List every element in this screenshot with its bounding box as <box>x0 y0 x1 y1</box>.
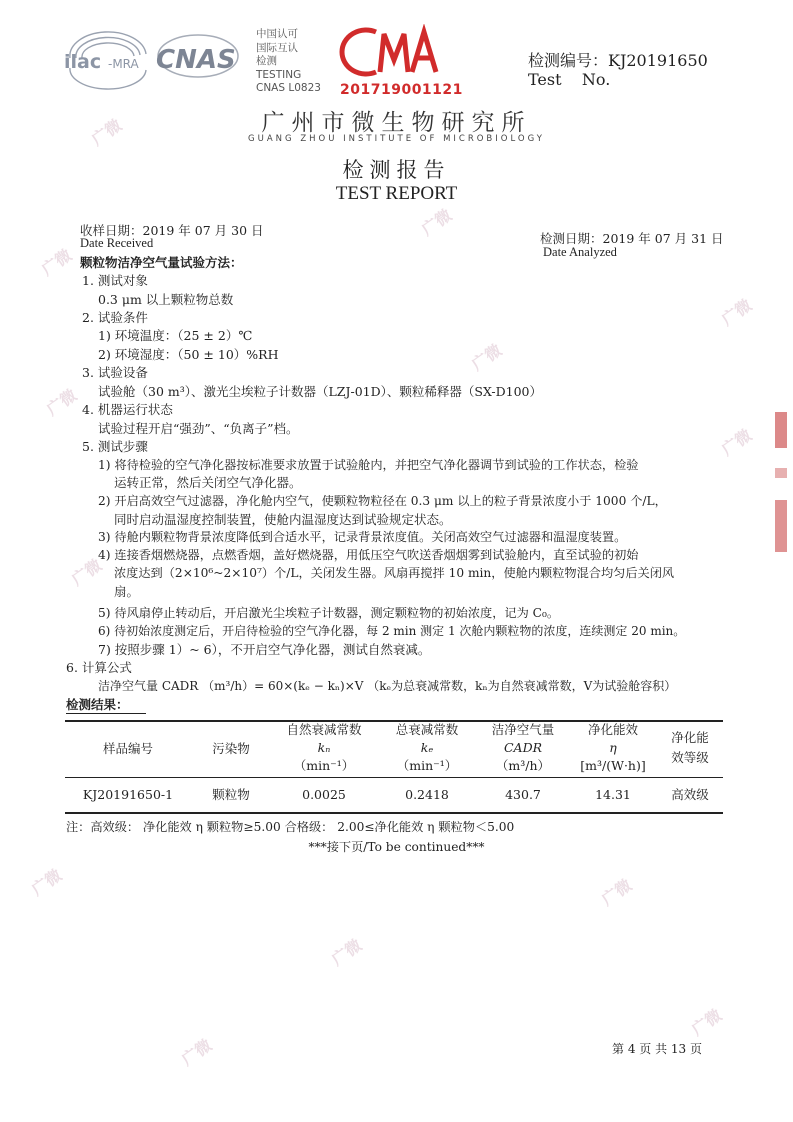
stamp-edge <box>775 500 787 552</box>
results-heading: 检测结果： <box>66 697 129 712</box>
col-header: 污染物 <box>212 741 250 756</box>
cnas-line: TESTING <box>256 68 302 81</box>
test-number: 检测编号：KJ20191650 <box>528 51 708 70</box>
report-title: 检测报告 <box>342 158 451 182</box>
table-header-row <box>65 720 723 776</box>
svg-text:CNAS: CNAS <box>156 45 236 75</box>
col-header: 总衰减常数 kₑ （min⁻¹） <box>395 722 459 773</box>
table-row <box>65 776 723 812</box>
svg-text:-MRA: -MRA <box>108 57 139 71</box>
cell-efficiency: 14.31 <box>595 786 631 802</box>
step-1: 1) 将待检验的空气净化器按标准要求放置于试验舱内，并把空气净化器调节到试验的工作状态，检验 <box>98 458 639 472</box>
section-title: 2. 试验条件 <box>82 310 148 325</box>
step-2-cont: 同时启动温湿度控制装置，使舱内温湿度达到试验规定状态。 <box>114 512 452 527</box>
stamp-edge <box>775 412 787 448</box>
section-title: 1. 测试对象 <box>82 273 148 288</box>
heading-underline <box>66 713 146 714</box>
col-header: 洁净空气量 CADR （m³/h） <box>491 722 555 773</box>
results-table <box>65 720 723 812</box>
watermark: 广微 <box>718 295 756 330</box>
col-header: 净化能效 η [m³/(W·h)] <box>580 722 646 773</box>
step-4-cont: 扇。 <box>114 584 140 599</box>
section-body: 试验过程开启“强劲”、“负离子”档。 <box>98 421 299 436</box>
step-7: 7) 按照步骤 1）~ 6），不开启空气净化器，测试自然衰减。 <box>98 642 431 657</box>
section-title: 4. 机器运行状态 <box>82 402 173 417</box>
cell-sample-id: KJ20191650-1 <box>82 786 174 802</box>
watermark: 广微 <box>598 875 636 910</box>
cnas-line: CNAS L0823 <box>256 82 321 94</box>
watermark: 广微 <box>468 340 506 375</box>
section-body: 0.3 μm 以上颗粒物总数 <box>98 292 234 307</box>
watermark: 广微 <box>718 425 756 460</box>
col-header: 净化能 效等级 <box>671 730 709 765</box>
table-bottom-rule <box>65 812 723 814</box>
svg-text:ilac: ilac <box>64 51 102 73</box>
step-5: 5) 待风扇停止转动后，开启激光尘埃粒子计数器，测定颗粒物的初始浓度，记为 C₀。 <box>98 606 560 620</box>
cadr-formula: 洁净空气量 CADR （m³/h）= 60×(kₑ − kₙ)×V （kₑ为总衰减常数，kₙ为自然衰减常数，V为试验舱容积） <box>98 679 677 693</box>
watermark: 广微 <box>688 1005 726 1040</box>
col-header: 自然衰减常数 kₙ （min⁻¹） <box>286 722 362 773</box>
section-body: 试验舱（30 m³）、激光尘埃粒子计数器（LZJ-01D）、颗粒稀释器（SX-D100） <box>98 384 543 399</box>
step-4: 4) 连接香烟燃烧器，点燃香烟，盖好燃烧器，用低压空气吹送香烟烟雾到试验舱内，直至试验的初始 <box>98 548 639 562</box>
continued-note: ***接下页/To be continued*** <box>308 840 485 854</box>
watermark: 广微 <box>88 115 126 150</box>
watermark: 广微 <box>28 865 66 900</box>
section-title: 6. 计算公式 <box>66 660 132 675</box>
cell-grade: 高效级 <box>671 787 709 802</box>
stamp-edge <box>775 468 787 478</box>
cma-number: 201719001121 <box>340 82 463 98</box>
date-received: 收样日期：2019 年 07 月 30 日 <box>80 223 264 238</box>
watermark: 广微 <box>38 245 76 280</box>
ilac-mra-logo <box>60 28 156 90</box>
step-3: 3) 待舱内颗粒物背景浓度降低到合适水平，记录背景浓度值。关闭高效空气过滤器和温湿度装置。 <box>98 530 627 544</box>
grade-note: 注：高效级： 净化能效 η 颗粒物≥5.00 合格级： 2.00≤净化能效 η 颗粒物＜5.00 <box>66 820 515 834</box>
watermark: 广微 <box>178 1035 216 1070</box>
watermark: 广微 <box>418 205 456 240</box>
cell-ke: 0.2418 <box>405 786 449 802</box>
col-header: 样品编号 <box>102 741 153 756</box>
cnas-line: 检测 <box>256 55 277 67</box>
institute-name: 广州市微生物研究所 <box>261 110 532 136</box>
method-heading: 颗粒物洁净空气量试验方法： <box>80 255 243 270</box>
cnas-accreditation-text <box>256 28 321 96</box>
condition-temperature: 1) 环境温度：（25 ± 2）℃ <box>98 328 253 343</box>
page-number: 第 4 页 共 13 页 <box>612 1042 702 1056</box>
date-analyzed-en: Date Analyzed <box>543 245 617 259</box>
test-number-en: Test No. <box>528 70 611 89</box>
report-title-en: TEST REPORT <box>335 183 458 204</box>
watermark: 广微 <box>328 935 366 970</box>
watermark: 广微 <box>68 555 106 590</box>
cnas-logo <box>148 30 248 86</box>
cell-kn: 0.0025 <box>302 786 346 802</box>
cnas-line: 中国认可 <box>256 28 298 40</box>
table-mid-rule <box>65 777 723 778</box>
step-2: 2) 开启高效空气过滤器，净化舱内空气，使颗粒物粒径在 0.3 μm 以上的粒子背景浓度小于 1000 个/L， <box>98 494 667 508</box>
step-1-cont: 运转正常，然后关闭空气净化器。 <box>114 475 302 490</box>
condition-humidity: 2) 环境湿度：（50 ± 10）%RH <box>98 347 279 362</box>
step-4-cont: 浓度达到（2×10⁶~2×10⁷）个/L，关闭发生器。风扇再搅拌 10 min，使舱内颗粒物混合均匀后关闭风 <box>114 566 675 580</box>
step-6: 6) 待初始浓度测定后，开启待检验的空气净化器，每 2 min 测定 1 次舱内颗粒物的浓度，连续测定 20 min。 <box>98 624 686 638</box>
cell-pollutant: 颗粒物 <box>212 787 250 802</box>
cma-logo <box>338 24 448 80</box>
cell-cadr: 430.7 <box>505 786 541 802</box>
cnas-line: 国际互认 <box>256 41 298 54</box>
section-title: 3. 试验设备 <box>82 365 148 380</box>
date-received-en: Date Received <box>80 236 154 250</box>
watermark: 广微 <box>43 385 81 420</box>
section-title: 5. 测试步骤 <box>82 439 148 454</box>
date-analyzed: 检测日期：2019 年 07 月 31 日 <box>540 231 724 246</box>
institute-name-en: GUANG ZHOU INSTITUTE OF MICROBIOLOGY <box>248 134 545 144</box>
